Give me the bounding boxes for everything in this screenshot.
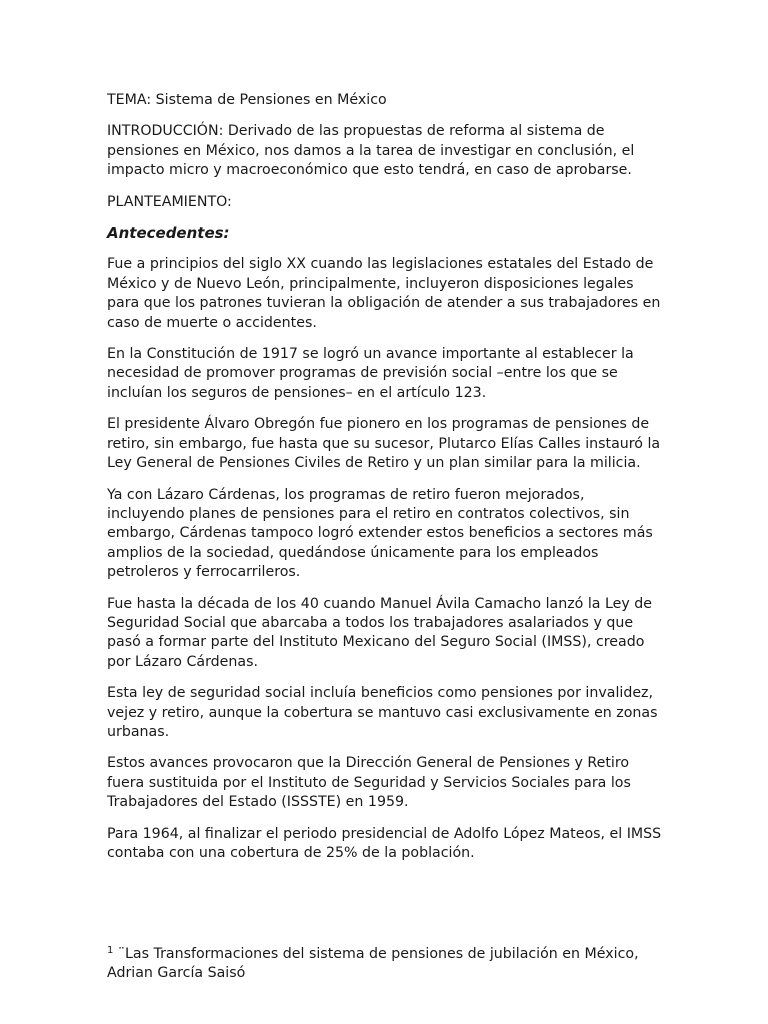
body-paragraph: Estos avances provocaron que la Dirección General de Pensiones y Retiro fuera sustituida por el Instituto de Seguridad y Servicios Sociales para los Trabajadores del Estado (ISSSTE) en 1959. <box>107 755 631 811</box>
document-body <box>107 91 663 875</box>
body-paragraph: El presidente Álvaro Obregón fue pionero en los programas de pensiones de retiro, sin embargo, fue hasta que su sucesor, Plutarco Elías Calles instauró la Ley General de Pensiones Civiles de Retiro y un plan similar para la milicia. <box>107 416 661 472</box>
footnote <box>107 941 663 984</box>
background-heading: Antecedentes: <box>107 224 230 243</box>
body-paragraph: Ya con Lázaro Cárdenas, los programas de retiro fueron mejorados, incluyendo planes de pensiones para el retiro en contratos colectivos, sin embargo, Cárdenas tampoco logró extender estos beneficios a sectores más amplios de la sociedad, quedándose únicamente para los empleados petroleros y ferrocarrileros. <box>107 486 653 581</box>
footnote-text: ¨Las Transformaciones del sistema de pensiones de jubilación en México, Adrian García Saisó <box>107 946 639 982</box>
body-paragraph: Esta ley de seguridad social incluía beneficios como pensiones por invalidez, vejez y retiro, aunque la cobertura se mantuvo casi exclusivamente en zonas urbanas. <box>107 685 658 740</box>
body-paragraph: Fue a principios del siglo XX cuando las legislaciones estatales del Estado de México y de Nuevo León, principalmente, incluyeron disposiciones legales para que los patrones tuvieran la obligación de atender a sus trabajadores en caso de muerte o accidentes. <box>107 256 661 331</box>
problem-statement-label: PLANTEAMIENTO: <box>107 193 232 210</box>
body-paragraph: Fue hasta la década de los 40 cuando Manuel Ávila Camacho lanzó la Ley de Seguridad Social que abarcaba a todos los trabajadores asalariados y que pasó a formar parte del Instituto Mexicano del Seguro Social (IMSS), creado por Lázaro Cárdenas. <box>107 595 653 670</box>
body-paragraph: En la Constitución de 1917 se logró un avance importante al establecer la necesidad de promover programas de previsión social –entre los que se incluían los seguros de pensiones– en el artículo 123. <box>107 346 634 401</box>
document-topic: TEMA: Sistema de Pensiones en México <box>107 92 387 108</box>
introduction-paragraph: INTRODUCCIÓN: Derivado de las propuestas de reforma al sistema de pensiones en México, nos damos a la tarea de investigar en conclusión, el impacto micro y macroeconómico que esto tendrá, en caso de aprobarse. <box>107 123 635 179</box>
footnote-marker: 1 <box>107 945 114 956</box>
body-paragraph: Para 1964, al finalizar el periodo presidencial de Adolfo López Mateos, el IMSS contaba con una cobertura de 25% de la población. <box>107 825 662 861</box>
